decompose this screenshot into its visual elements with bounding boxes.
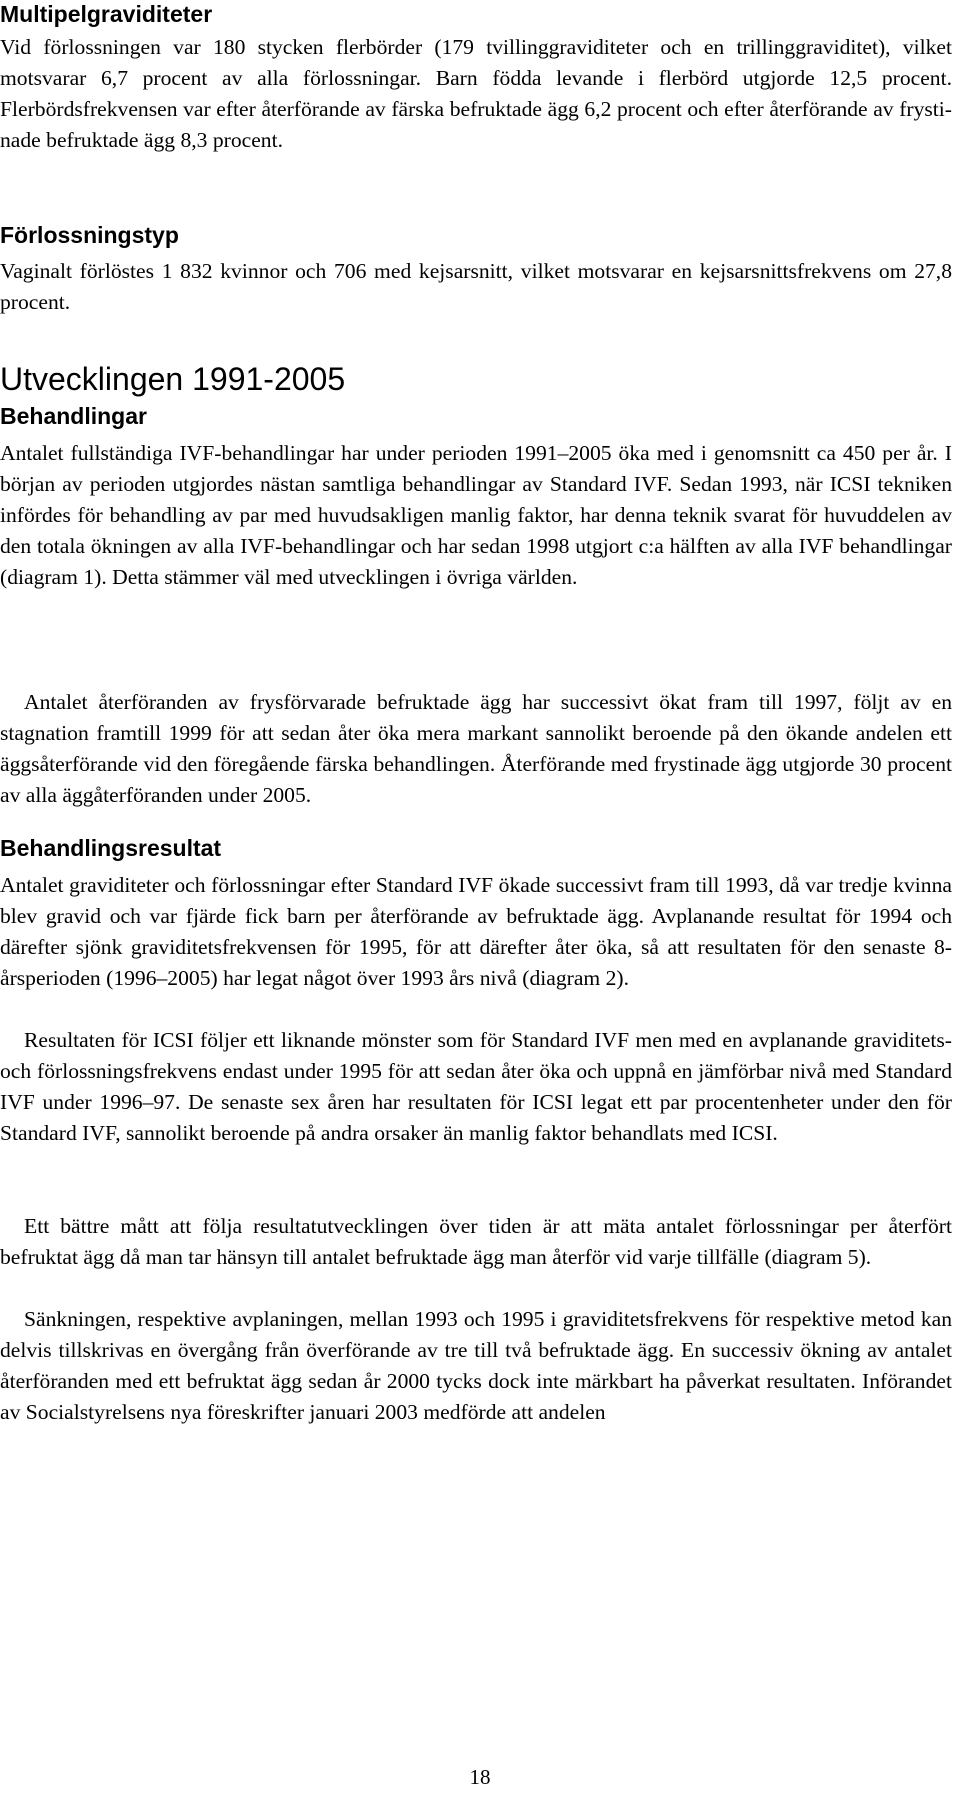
paragraph-behandlingar-2: Antalet återföranden av frysförvarade befruktade ägg har successivt ökat fram till 1997, följt av en stagnation framtill 1999 för att sedan åter öka mera markant sannolikt beroende på den ökande andelen ett äggsåterförande vid den föregående färska behandlingen. Återförande med frystinade ägg utgjorde 30 procent av alla äggåterföranden under 2005. (0, 690, 952, 807)
chapter-title-utvecklingen: Utvecklingen 1991-2005 (0, 361, 346, 397)
section-heading-behandlingar: Behandlingar (0, 403, 147, 429)
section-heading-forlossningstyp: Förlossningstyp (0, 222, 179, 248)
paragraph-resultat-3: Ett bättre mått att följa resultatutvecklingen över tiden är att mäta antalet förlossningar per återfört befruktat ägg då man tar hänsyn till antalet befruktade ägg man återför vid varje tillfälle (diagram 5). (0, 1214, 952, 1269)
paragraph-resultat-1: Antalet graviditeter och förlossningar efter Standard IVF ökade successivt fram till 1993, då var tredje kvinna blev gravid och var fjärde fick barn per återförande av befruktade ägg. Avplanande resultat för 1994 och därefter sjönk graviditetsfrekvensen för 1995, för att därefter åter öka, så att resultaten för den senaste 8-årsperioden (1996–2005) har legat något över 1993 års nivå (diagram 2). (0, 873, 952, 990)
paragraph-resultat-4: Sänkningen, respektive avplaningen, mellan 1993 och 1995 i graviditetsfrekvens för respektive metod kan delvis tillskrivas en övergång från överförande av tre till två befruktade ägg. En successiv ökning av antalet återföranden med ett befruktat ägg sedan år 2000 tycks dock inte märkbart ha påverkat resultaten. Införandet av Socialstyrelsens nya föreskrifter januari 2003 medförde att andelen (0, 1307, 952, 1424)
paragraph-resultat-2: Resultaten för ICSI följer ett liknande mönster som för Standard IVF men med en avplanande graviditets- och förlossningsfrekvens endast under 1995 för att sedan åter öka och uppnå en jämförbar nivå med Standard IVF under 1996–97. De senaste sex åren har resultaten för ICSI legat ett par procentenheter under den för Standard IVF, sannolikt beroende på andra orsaker än manlig faktor behandlats med ICSI. (0, 1028, 952, 1145)
section-heading-multipelgraviditeter: Multipelgraviditeter (0, 1, 213, 27)
section-heading-behandlingsresultat: Behandlingsresultat (0, 835, 222, 861)
page-number: 18 (469, 1765, 491, 1789)
paragraph-forlossningstyp: Vaginalt förlöstes 1 832 kvinnor och 706 med kejsarsnitt, vilket motsvarar en kejsarsnittsfrekvens om 27,8 procent. (0, 259, 952, 314)
paragraph-behandlingar-1: Antalet fullständiga IVF-behandlingar har under perioden 1991–2005 öka med i genomsnitt ca 450 per år. I början av perioden utgjordes nästan samtliga behandlingar av Standard IVF. Sedan 1993, när ICSI tekniken infördes för behandling av par med huvudsakligen manlig faktor, har denna teknik svarat för huvuddelen av den totala ökningen av alla IVF-behandlingar och har sedan 1998 utgjort c:a hälften av alla IVF behandlingar (diagram 1). Detta stämmer väl med utvecklingen i övriga världen. (0, 441, 952, 589)
paragraph-multipelgraviditeter: Vid förlossningen var 180 stycken flerbörder (179 tvillinggraviditeter och en trillinggraviditet), vilket motsvarar 6,7 procent av alla förlossningar. Barn födda levande i flerbörd utgjorde 12,5 procent. Flerbördsfrekvensen var efter återförande av färska befruktade ägg 6,2 procent och efter återförande av frystinade befruktade ägg 8,3 procent. (0, 35, 952, 152)
